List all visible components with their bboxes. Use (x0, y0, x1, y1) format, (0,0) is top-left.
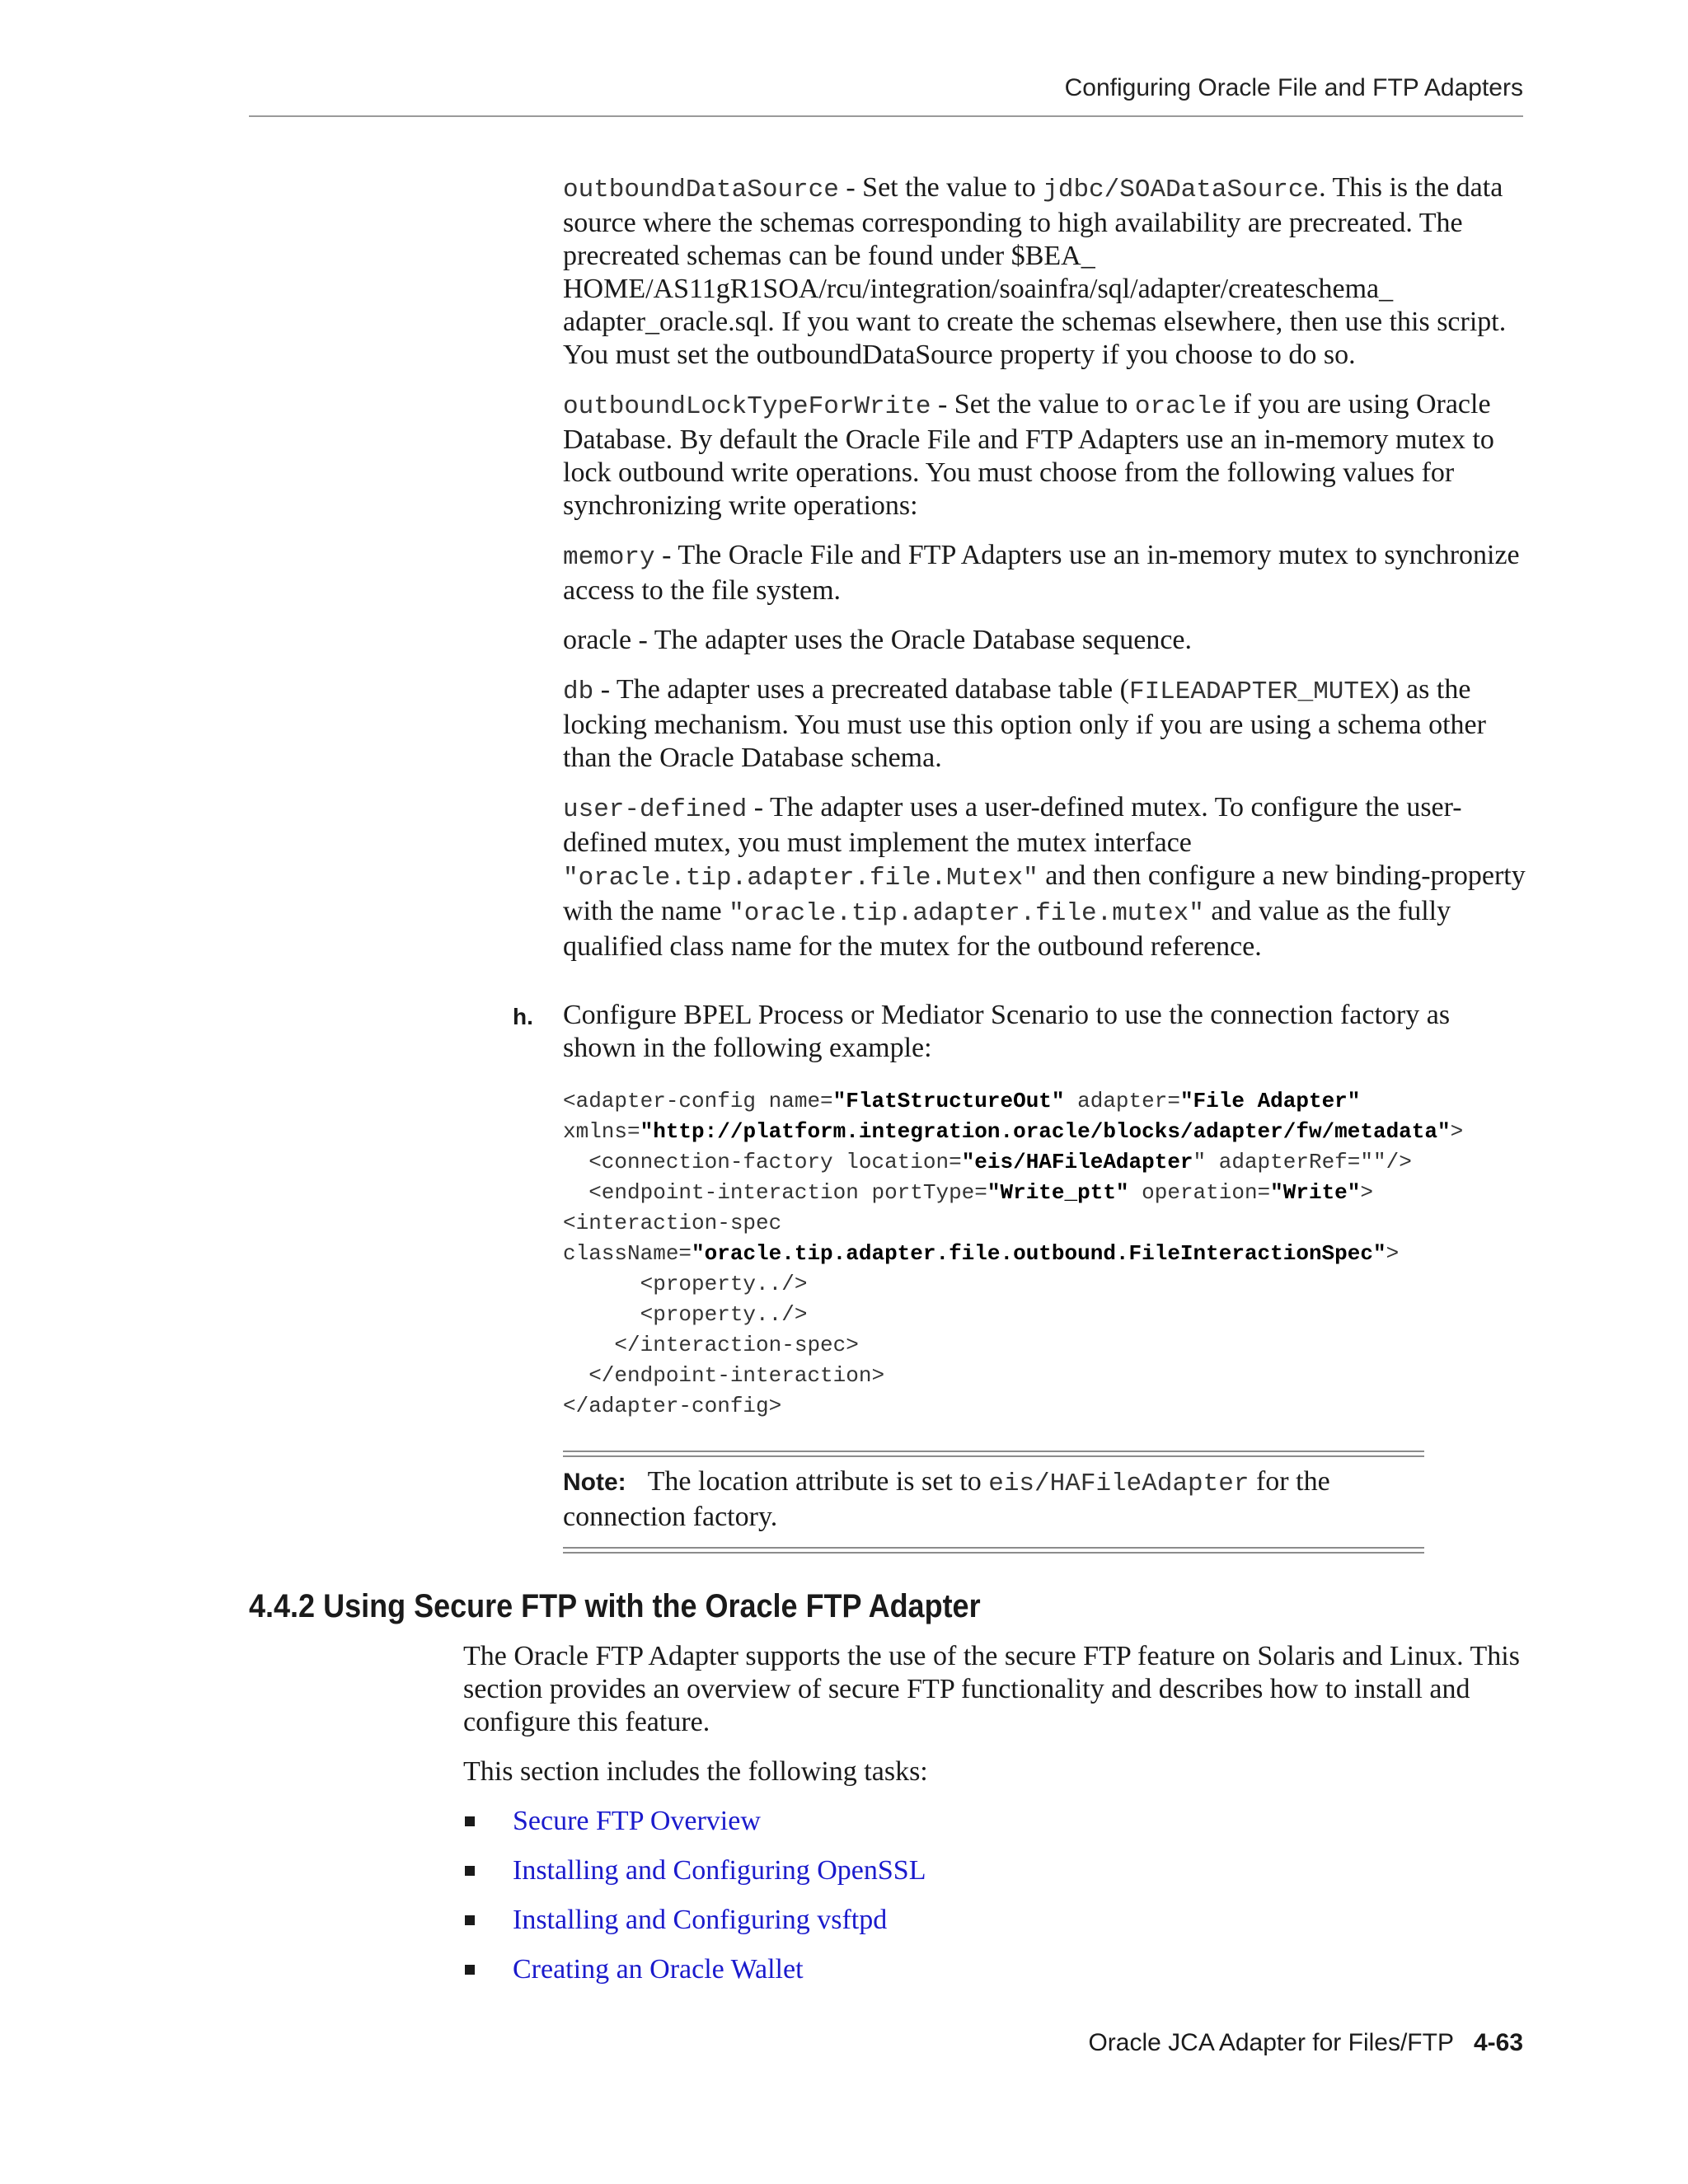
page-footer (249, 2029, 1523, 2057)
property-descriptions (563, 171, 1527, 980)
outbound-lock-type-value: oracle (1134, 392, 1227, 421)
code-line: </endpoint-interaction> (563, 1363, 885, 1388)
code-line: <connection-factory location="eis/HAFileAdapter" adapterRef=""/> (563, 1150, 1412, 1174)
footer-title: Oracle JCA Adapter for Files/FTP (1088, 2029, 1454, 2056)
note-bottom-rule-inner (563, 1552, 1424, 1554)
memory-option-paragraph: memory - The Oracle File and FTP Adapters use an in-memory mutex to synchronize access to the file system. (563, 540, 1520, 606)
code-line: </adapter-config> (563, 1394, 782, 1418)
bullet-icon (465, 1915, 475, 1925)
code-line: <property../> (563, 1272, 808, 1296)
outbound-data-source-paragraph: outboundDataSource - Set the value to jdbc/SOADataSource. This is the data source where the schemas corresponding to high availability are precreated. The precreated schemas can be found under $BEA_ HOME/AS11gR1SOA/rcu/integration/soainfra/sql/adapter/createschema_ adapter_oracle.sql. If you want to create the schemas elsewhere, then use this script. You must set the outboundDataSource property if you choose to do so. (563, 172, 1507, 370)
note-top-rule (563, 1451, 1424, 1452)
note-box: Note: The location attribute is set to eis/HAFileAdapter for the connection factory. (563, 1466, 1330, 1532)
code-line: <interaction-spec (563, 1211, 782, 1235)
note-top-rule-inner (563, 1455, 1424, 1457)
list-item (463, 1805, 1526, 1838)
mutex-property-name: "oracle.tip.adapter.file.mutex" (729, 899, 1204, 928)
outbound-data-source-term: outboundDataSource (563, 176, 839, 204)
page-number: 4-63 (1473, 2029, 1523, 2056)
link-secure-ftp-overview[interactable]: Secure FTP Overview (513, 1806, 761, 1836)
running-header: Configuring Oracle File and FTP Adapters (1064, 74, 1523, 101)
mutex-table-name: FILEADAPTER_MUTEX (1128, 677, 1390, 706)
tasks-intro: This section includes the following tasks: (463, 1756, 928, 1787)
memory-option-term: memory (563, 543, 655, 572)
code-line: <property../> (563, 1302, 808, 1327)
list-item (463, 1904, 1526, 1937)
user-defined-option-term: user-defined (563, 795, 748, 824)
task-list (463, 1805, 1526, 1986)
outbound-lock-type-paragraph: outboundLockTypeForWrite - Set the value to oracle if you are using Oracle Database. By default the Oracle File and FTP Adapters use an in-memory mutex to lock outbound write operations. You must choose from the following values for synchronizing write operations: (563, 389, 1494, 521)
code-line: </interaction-spec> (563, 1333, 859, 1357)
bullet-icon (465, 1866, 475, 1876)
note-label: Note: (563, 1469, 626, 1496)
outbound-data-source-value: jdbc/SOADataSource (1043, 176, 1320, 204)
list-item (463, 1953, 1526, 1986)
header-rule (249, 115, 1523, 117)
link-installing-configuring-openssl[interactable]: Installing and Configuring OpenSSL (513, 1855, 926, 1886)
link-creating-oracle-wallet[interactable]: Creating an Oracle Wallet (513, 1954, 804, 1985)
step-h (513, 999, 1527, 1065)
user-defined-option-paragraph: user-defined - The adapter uses a user-defined mutex. To configure the user-defined mutex, you must implement the mutex interface "oracle.tip.adapter.file.Mutex" and then configure a new binding-property with the name "oracle.tip.adapter.file.mutex" and value as the fully qualified class name for the mutex for the outbound reference. (563, 792, 1526, 962)
oracle-option-paragraph: oracle - The adapter uses the Oracle Database sequence. (563, 625, 1193, 655)
code-line: <endpoint-interaction portType="Write_ptt" operation="Write"> (563, 1180, 1373, 1205)
bullet-icon (465, 1965, 475, 1975)
note-location-value: eis/HAFileAdapter (988, 1469, 1250, 1498)
note-bottom-rule (563, 1547, 1424, 1549)
code-line: xmlns="http://platform.integration.oracle/blocks/adapter/fw/metadata"> (563, 1119, 1464, 1144)
code-line: className="oracle.tip.adapter.file.outbound.FileInteractionSpec"> (563, 1241, 1400, 1266)
code-example (563, 1086, 1527, 1422)
mutex-interface-name: "oracle.tip.adapter.file.Mutex" (563, 864, 1039, 893)
db-option-paragraph: db - The adapter uses a precreated database table (FILEADAPTER_MUTEX) as the locking mechanism. You must use this option only if you are using a schema other than the Oracle Database schema. (563, 674, 1486, 773)
code-line: <adapter-config name="FlatStructureOut" adapter="File Adapter" (563, 1089, 1361, 1113)
link-installing-configuring-vsftpd[interactable]: Installing and Configuring vsftpd (513, 1905, 888, 1935)
section-body (463, 1640, 1526, 2003)
section-heading: 4.4.2 Using Secure FTP with the Oracle FTP Adapter (249, 1588, 981, 1624)
outbound-lock-type-term: outboundLockTypeForWrite (563, 392, 931, 421)
section-intro: The Oracle FTP Adapter supports the use of the secure FTP feature on Solaris and Linux. This section provides an overview of secure FTP functionality and describes how to install and configure this feature. (463, 1641, 1520, 1737)
step-letter: h. (513, 1004, 533, 1029)
list-item (463, 1854, 1526, 1887)
bullet-icon (465, 1816, 475, 1826)
step-text: Configure BPEL Process or Mediator Scenario to use the connection factory as shown in the following example: (563, 1000, 1451, 1063)
db-option-term: db (563, 677, 594, 706)
